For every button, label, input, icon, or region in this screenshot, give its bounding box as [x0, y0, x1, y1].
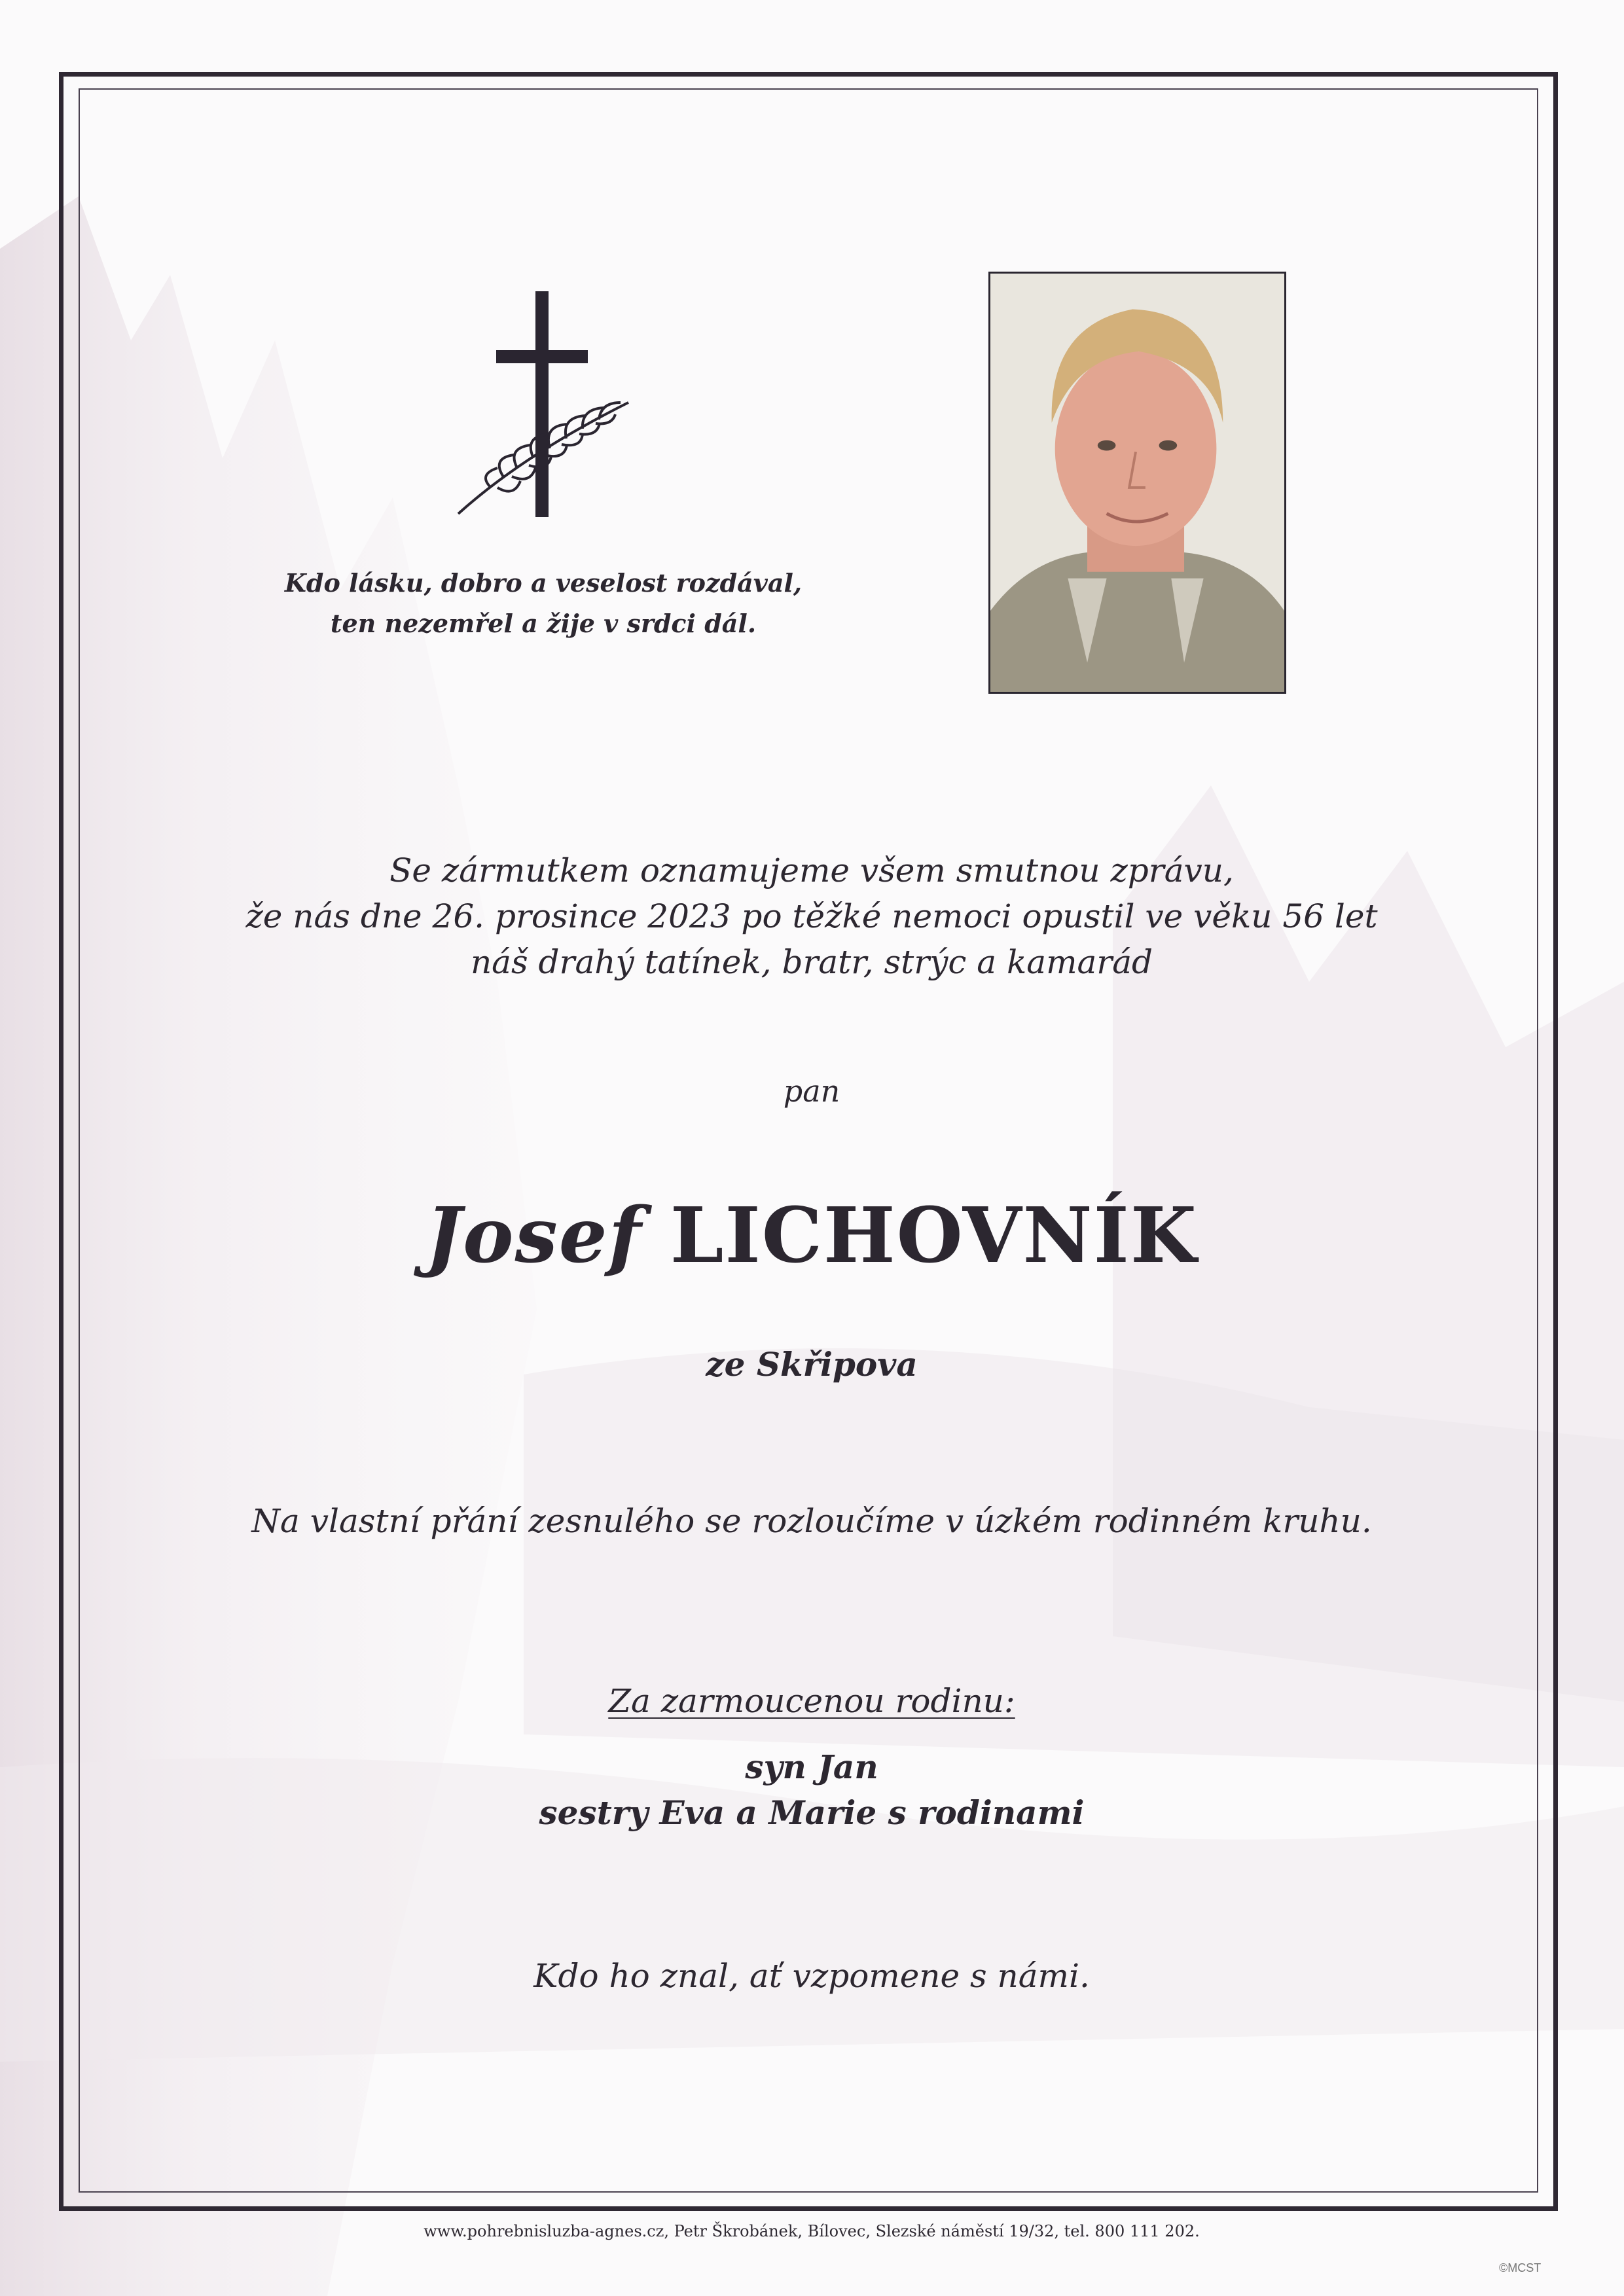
announcement	[131, 848, 1492, 985]
deceased-name	[131, 1191, 1492, 1280]
copyright-mark: ©MCST	[1499, 2261, 1542, 2274]
motto-line: Kdo lásku, dobro a veselost rozdával,	[284, 568, 803, 598]
family-members	[131, 1744, 1492, 1836]
funeral-service-footer: www.pohrebnisluzba-agnes.cz, Petr Škrobánek, Bílovec, Slezské náměstí 19/32, tel. 800 111 202.	[424, 2222, 1200, 2240]
inner-border	[79, 88, 1538, 2193]
honorific: pan	[783, 1073, 840, 1109]
closing-line: Kdo ho znal, ať vzpomene s námi.	[533, 1957, 1090, 1995]
motto-line: ten nezemřel a žije v srdci dál.	[330, 609, 757, 638]
cross-icon	[452, 291, 648, 527]
family-member: syn Jan	[745, 1748, 878, 1786]
family-heading: Za zarmoucenou rodinu:	[608, 1682, 1015, 1720]
first-name: Josef	[425, 1191, 643, 1280]
family-member: sestry Eva a Marie s rodinami	[539, 1793, 1085, 1832]
origin: ze Skřipova	[706, 1345, 918, 1384]
announcement-line: že nás dne 26. prosince 2023 po těžké nemoci opustil ve věku 56 let	[245, 897, 1378, 935]
announcement-line: náš drahý tatínek, bratr, strýc a kamarád	[470, 943, 1153, 981]
farewell-note: Na vlastní přání zesnulého se rozloučíme v úzkém rodinném kruhu.	[251, 1502, 1372, 1540]
portrait-photo	[988, 272, 1286, 694]
announcement-line: Se zármutkem oznamujeme všem smutnou zprávu,	[389, 852, 1234, 889]
motto-verse	[249, 563, 838, 644]
last-name: LICHOVNÍK	[670, 1191, 1198, 1280]
